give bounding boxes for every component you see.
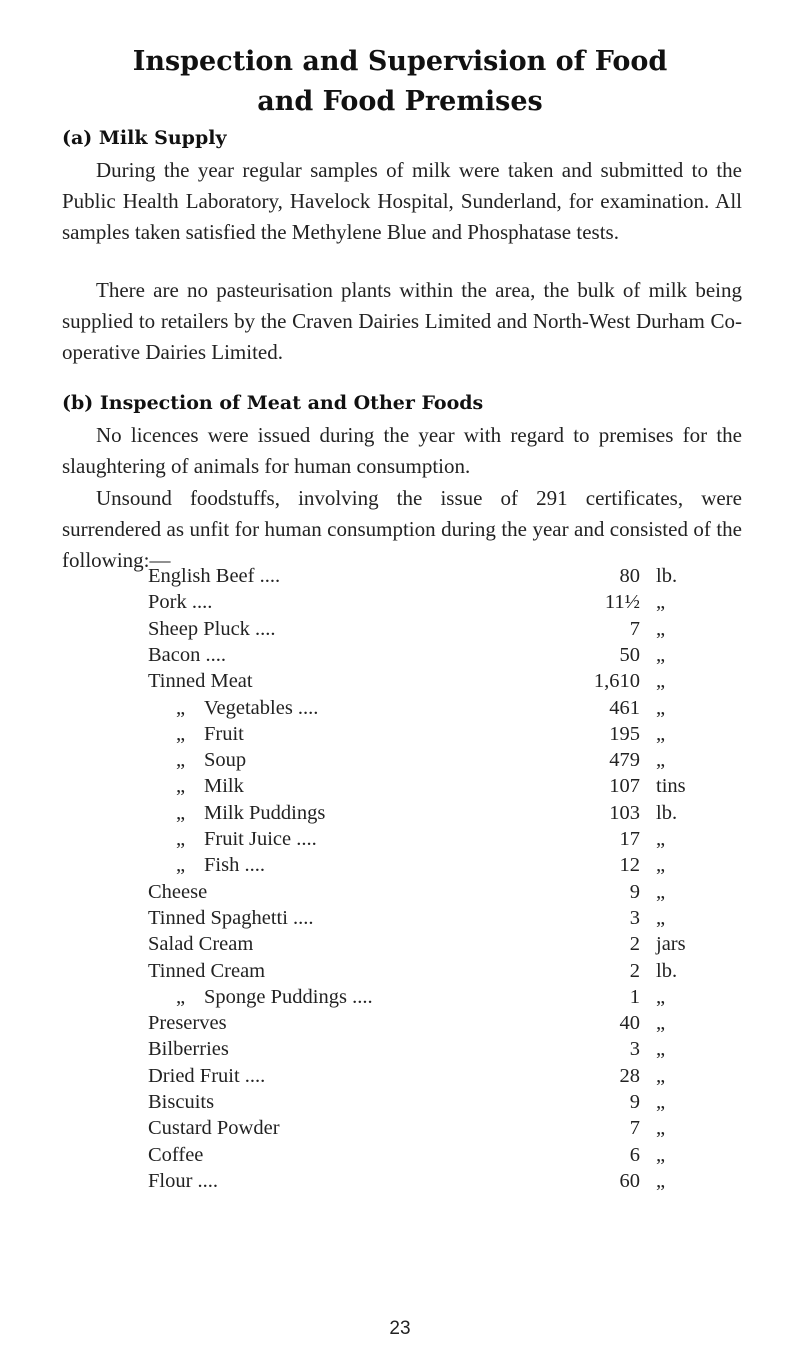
list-item <box>0 905 800 931</box>
item-unit: „ <box>656 749 666 772</box>
section-b-paragraph-2: Unsound foodstuffs, involving the issue of 291 certificates, were surrendered as unfit for human consumption during the year and consisted of the following:— <box>62 486 742 572</box>
item-name: Milk Puddings <box>204 801 326 824</box>
section-a-paragraph-1: During the year regular samples of milk were taken and submitted to the Public Health Laboratory, Havelock Hospital, Sunderland, for examination. All samples taken satisfied the Methylene Blue and Phosphatase tests. <box>62 158 742 244</box>
list-item <box>0 668 800 694</box>
item-quantity: 9 <box>629 880 640 903</box>
item-quantity: 195 <box>609 722 640 745</box>
item-quantity: 103 <box>609 801 640 824</box>
item-name: Biscuits <box>148 1091 215 1113</box>
item-quantity: 17 <box>619 828 640 850</box>
item-unit: „ <box>656 722 666 745</box>
title-line-2: and Food Premises <box>257 86 543 117</box>
item-name: Tinned Cream <box>148 959 266 982</box>
item-quantity: 7 <box>629 1117 640 1140</box>
item-unit: „ <box>656 854 666 877</box>
item-unit: „ <box>656 985 666 1008</box>
item-quantity: 12 <box>619 854 640 877</box>
item-quantity: 60 <box>619 1169 640 1192</box>
item-unit: lb. <box>656 959 678 982</box>
item-name-cell <box>148 1063 265 1089</box>
item-quantity: 1 <box>629 985 640 1008</box>
item-name: Vegetables .... <box>204 696 319 719</box>
list-item <box>0 1142 800 1168</box>
list-item <box>0 958 800 984</box>
item-unit: „ <box>656 1091 666 1113</box>
item-quantity: 461 <box>609 696 640 719</box>
item-name: Salad Cream <box>148 933 254 956</box>
section-b-paragraph-1: No licences were issued during the year with regard to premises for the slaughtering of animals for human consumption. <box>62 423 742 478</box>
item-quantity: 3 <box>629 1038 640 1061</box>
item-name-cell <box>148 1036 229 1062</box>
item-name-cell <box>148 931 253 957</box>
item-unit: „ <box>656 1117 666 1140</box>
item-quantity: 6 <box>629 1143 640 1166</box>
item-name: English Beef .... <box>148 565 281 587</box>
item-name: Milk <box>204 775 244 798</box>
item-name: Tinned Spaghetti .... <box>148 906 314 929</box>
list-item <box>0 747 800 773</box>
item-name-cell <box>148 879 207 905</box>
item-name: Tinned Meat <box>148 670 253 693</box>
item-unit: „ <box>656 617 666 640</box>
item-name-cell <box>148 1089 214 1115</box>
list-item <box>0 1115 800 1141</box>
item-name-cell <box>148 1115 280 1141</box>
item-name-cell <box>148 1168 218 1194</box>
list-item <box>0 721 800 747</box>
item-name-cell <box>148 1142 203 1168</box>
item-quantity: 7 <box>629 617 640 640</box>
page-title <box>0 42 800 122</box>
section-b-heading: (b) Inspection of Meat and Other Foods <box>62 392 484 414</box>
list-item <box>0 642 800 668</box>
item-quantity: 50 <box>619 643 640 666</box>
item-quantity: 107 <box>609 775 640 798</box>
ditto-mark: „ <box>176 828 186 850</box>
list-item <box>0 1036 800 1062</box>
item-unit: „ <box>656 906 666 929</box>
item-name-cell <box>148 958 265 984</box>
item-name-cell <box>148 905 314 931</box>
item-name-cell <box>148 1010 227 1036</box>
item-name: Sponge Puddings .... <box>204 985 373 1008</box>
ditto-mark: „ <box>176 749 186 772</box>
item-quantity: 479 <box>609 749 640 772</box>
list-item <box>0 773 800 799</box>
list-item <box>0 826 800 852</box>
list-item <box>0 931 800 957</box>
item-name: Cheese <box>148 880 208 903</box>
section-a-heading: (a) Milk Supply <box>62 127 227 149</box>
item-name-cell <box>148 642 226 668</box>
item-quantity: 40 <box>619 1012 640 1035</box>
ditto-mark: „ <box>176 775 186 798</box>
ditto-mark: „ <box>176 722 186 745</box>
title-line-1: Inspection and Supervision of Food <box>132 46 668 77</box>
item-quantity: 80 <box>619 565 640 587</box>
ditto-mark: „ <box>176 801 186 824</box>
list-item <box>0 1063 800 1089</box>
section-a-paragraph-2: There are no pasteurisation plants within the area, the bulk of milk being supplied to retailers by the Craven Dairies Limited and North-West Durham Co-operative Dairies Limited. <box>62 278 742 364</box>
list-item <box>0 1168 800 1194</box>
item-unit: jars <box>656 933 686 956</box>
item-name: Fish .... <box>204 854 265 877</box>
list-item <box>0 879 800 905</box>
item-unit: „ <box>656 828 666 850</box>
item-quantity: 28 <box>619 1064 640 1087</box>
item-name: Fruit <box>204 722 244 745</box>
item-unit: „ <box>656 1169 666 1192</box>
item-name-cell <box>148 589 212 615</box>
list-item <box>0 589 800 615</box>
list-item <box>0 800 800 826</box>
list-item <box>0 1010 800 1036</box>
page-number: 23 <box>389 1318 411 1339</box>
item-quantity: 11½ <box>604 591 640 614</box>
item-name: Dried Fruit .... <box>148 1064 266 1087</box>
item-name: Fruit Juice .... <box>204 828 317 850</box>
item-quantity: 3 <box>629 906 640 929</box>
ditto-mark: „ <box>176 696 186 719</box>
list-item <box>0 695 800 721</box>
item-name: Flour .... <box>148 1169 219 1192</box>
item-name: Pork .... <box>148 591 213 614</box>
list-item <box>0 852 800 878</box>
item-unit: lb. <box>656 801 678 824</box>
item-quantity: 9 <box>629 1091 640 1113</box>
item-name: Soup <box>204 749 247 772</box>
item-name-cell <box>148 563 280 589</box>
item-unit: tins <box>656 775 686 798</box>
item-unit: „ <box>656 880 666 903</box>
item-unit: „ <box>656 1064 666 1087</box>
item-unit: „ <box>656 643 666 666</box>
item-unit: „ <box>656 591 666 614</box>
item-unit: „ <box>656 670 666 693</box>
item-quantity: 1,610 <box>593 670 640 693</box>
item-name-cell <box>148 616 276 642</box>
list-item <box>0 984 800 1010</box>
item-unit: lb. <box>656 565 678 587</box>
item-name: Bacon .... <box>148 643 226 666</box>
item-unit: „ <box>656 696 666 719</box>
item-name-cell <box>148 668 253 694</box>
list-item <box>0 1089 800 1115</box>
item-unit: „ <box>656 1038 666 1061</box>
item-name: Bilberries <box>148 1038 229 1061</box>
item-unit: „ <box>656 1143 666 1166</box>
item-name: Custard Powder <box>148 1117 280 1140</box>
list-item <box>0 616 800 642</box>
item-quantity: 2 <box>629 959 640 982</box>
item-name: Coffee <box>148 1143 204 1166</box>
ditto-mark: „ <box>176 854 186 877</box>
item-name: Preserves <box>148 1012 227 1035</box>
list-item <box>0 563 800 589</box>
item-name: Sheep Pluck .... <box>148 617 276 640</box>
item-unit: „ <box>656 1012 666 1035</box>
ditto-mark: „ <box>176 985 186 1008</box>
item-quantity: 2 <box>629 933 640 956</box>
